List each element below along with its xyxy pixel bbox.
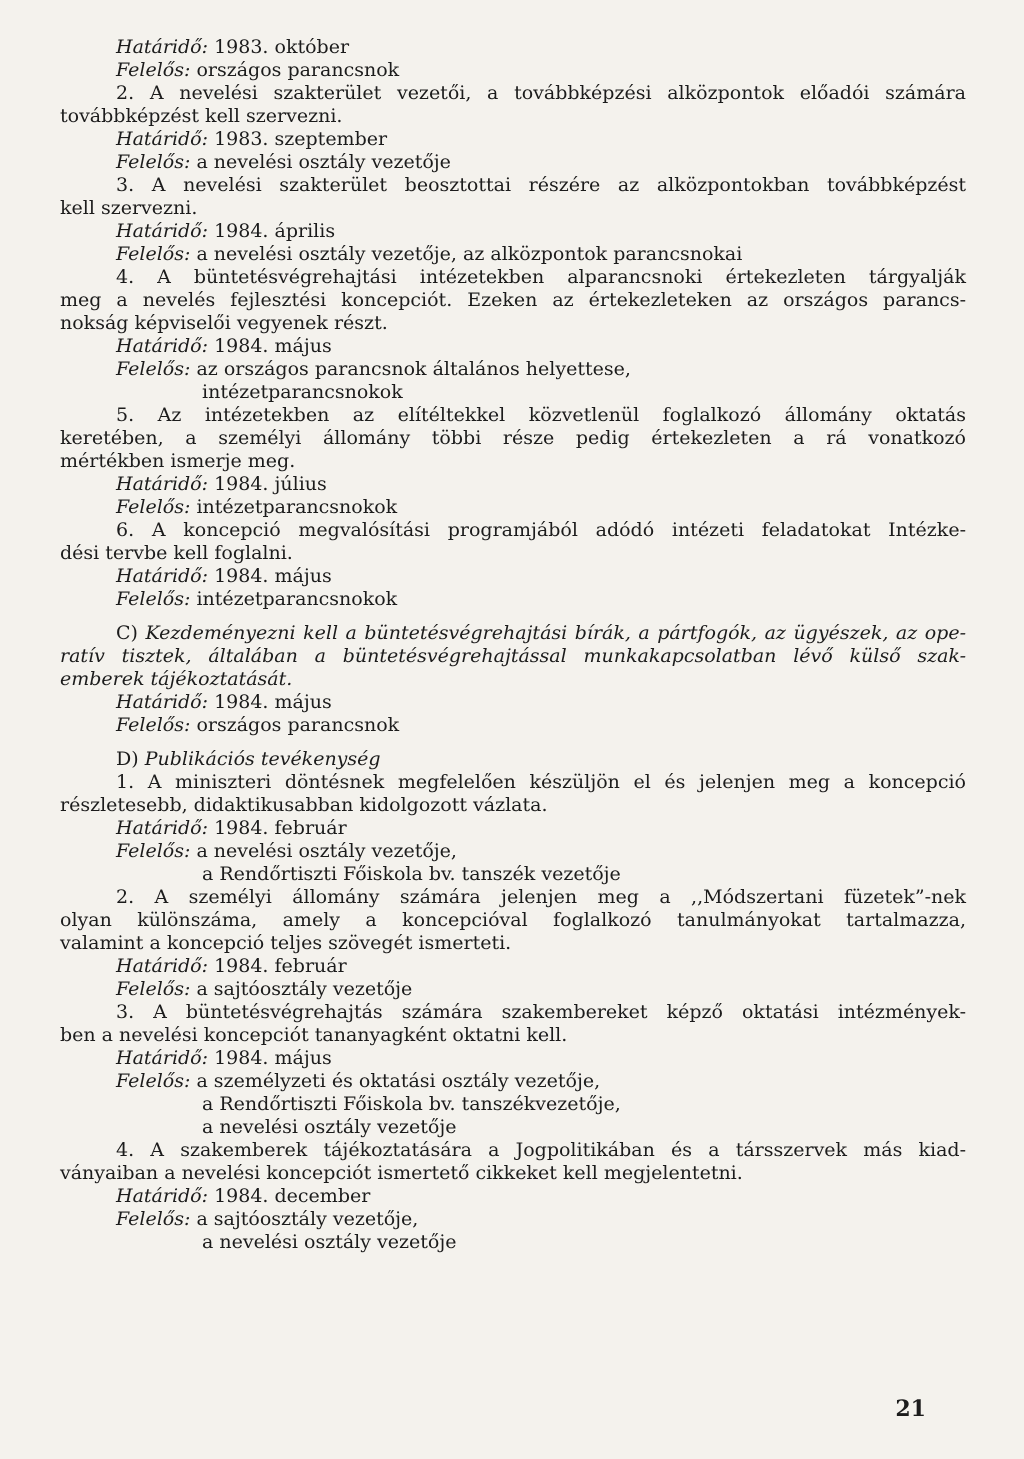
- deadline-line: [60, 1185, 966, 1208]
- responsible-line: [60, 840, 966, 863]
- deadline-line: [60, 1047, 966, 1070]
- numbered-paragraph: [60, 886, 966, 955]
- line-text: Kezdeményezni kell a büntetésvégrehajtási bírák, a pártfogók, az ügyészek, az ope-: [145, 622, 966, 644]
- numbered-paragraph: [60, 1139, 966, 1185]
- line-text: emberek tájékoztatását.: [60, 668, 293, 690]
- line-text: nokság képviselői vegyenek részt.: [60, 312, 388, 334]
- field-label: Felelős:: [116, 714, 191, 736]
- field-value: 1984. május: [214, 565, 332, 587]
- field-label: Felelős:: [116, 840, 191, 862]
- deadline-line: [60, 955, 966, 978]
- paragraph-line: [60, 404, 966, 427]
- field-label: Határidő:: [116, 817, 209, 839]
- line-text: dési tervbe kell foglalni.: [60, 542, 293, 564]
- field-label: Határidő:: [116, 955, 209, 977]
- line-text: meg a nevelés fejlesztési koncepciót. Ezeken az értekezleteken az országos parancs-: [60, 289, 966, 311]
- responsible-line: [60, 496, 966, 519]
- paragraph-line: [60, 174, 966, 197]
- field-value: a sajtóosztály vezetője: [196, 978, 413, 1000]
- field-value: a nevelési osztály vezetője,: [196, 840, 457, 862]
- field-value: országos parancsnok: [196, 59, 400, 81]
- deadline-line: [60, 220, 966, 243]
- field-value: intézetparancsnokok: [196, 496, 398, 518]
- line-text: továbbképzést kell szervezni.: [60, 105, 343, 127]
- field-label: Felelős:: [116, 496, 191, 518]
- field-value: az országos parancsnok általános helyettese,: [196, 358, 631, 380]
- paragraph-line: [60, 289, 966, 312]
- responsible-continuation: a Rendőrtiszti Főiskola bv. tanszékvezetője,: [202, 1093, 621, 1115]
- field-label: Felelős:: [116, 978, 191, 1000]
- deadline-line: [60, 473, 966, 496]
- field-value: 1983. szeptember: [214, 128, 388, 150]
- field-label: Határidő:: [116, 1185, 209, 1207]
- line-text: ratív tisztek, általában a büntetésvégrehajtással munkakapcsolatban lévő külső szak-: [60, 645, 966, 667]
- paragraph-line: [60, 1139, 966, 1162]
- deadline-line: [60, 817, 966, 840]
- paragraph-line: [60, 1001, 966, 1024]
- field-value: intézetparancsnokok: [196, 588, 398, 610]
- responsible-line: [60, 358, 966, 381]
- paragraph-line: [60, 427, 966, 450]
- paragraph-line: [60, 519, 966, 542]
- paragraph-line: [60, 450, 966, 473]
- field-label: Határidő:: [116, 36, 209, 58]
- field-value: a nevelési osztály vezetője: [196, 151, 451, 173]
- responsible-continuation: intézetparancsnokok: [202, 381, 403, 403]
- field-value: 1984. július: [214, 473, 327, 495]
- field-label: Határidő:: [116, 691, 209, 713]
- line-text: 1. A miniszteri döntésnek megfelelően készüljön el és jelenjen meg a koncepció: [116, 771, 966, 793]
- line-text: ványaiban a nevelési koncepciót ismertető cikkeket kell megjelentetni.: [60, 1162, 743, 1184]
- section-prefix: D): [116, 748, 139, 770]
- page-number: 21: [895, 1396, 926, 1422]
- line-text: 4. A szakemberek tájékoztatására a Jogpolitikában és a társszervek más kiad-: [116, 1139, 966, 1161]
- field-value: 1984. április: [214, 220, 336, 242]
- paragraph-line: [60, 197, 966, 220]
- paragraph-line: [60, 1162, 966, 1185]
- deadline-line: [60, 128, 966, 151]
- paragraph-line: [60, 668, 966, 691]
- responsible-line: [60, 59, 966, 82]
- field-label: Felelős:: [116, 59, 191, 81]
- field-label: Határidő:: [116, 220, 209, 242]
- paragraph-line: [60, 748, 966, 771]
- responsible-continuation: a nevelési osztály vezetője: [202, 1116, 457, 1138]
- responsible-line: [60, 714, 966, 737]
- line-text: valamint a koncepció teljes szövegét ismerteti.: [60, 932, 512, 954]
- section-prefix: C): [116, 622, 138, 644]
- field-value: 1983. október: [214, 36, 350, 58]
- numbered-paragraph: [60, 82, 966, 128]
- field-value: 1984. május: [214, 691, 332, 713]
- field-value: 1984. december: [214, 1185, 371, 1207]
- field-label: Felelős:: [116, 1208, 191, 1230]
- deadline-line: [60, 36, 966, 59]
- field-label: Felelős:: [116, 588, 191, 610]
- responsible-continuation: a Rendőrtiszti Főiskola bv. tanszék vezetője: [202, 863, 621, 885]
- field-label: Határidő:: [116, 473, 209, 495]
- paragraph-line: [60, 266, 966, 289]
- line-text: 4. A büntetésvégrehajtási intézetekben alparancsnoki értekezleten tárgyalják: [116, 266, 966, 288]
- field-label: Határidő:: [116, 335, 209, 357]
- field-value: 1984. május: [214, 335, 332, 357]
- responsible-line: [60, 243, 966, 266]
- field-value: a személyzeti és oktatási osztály vezetője,: [196, 1070, 601, 1092]
- line-text: 5. Az intézetekben az elítéltekkel közvetlenül foglalkozó állomány oktatás: [116, 404, 966, 426]
- line-text: 2. A személyi állomány számára jelenjen meg a ,,Módszertani füzetek”-nek: [116, 886, 966, 908]
- paragraph-line: [60, 542, 966, 565]
- field-value: országos parancsnok: [196, 714, 400, 736]
- responsible-continuation: a nevelési osztály vezetője: [202, 1231, 457, 1253]
- field-label: Felelős:: [116, 151, 191, 173]
- numbered-paragraph: [60, 404, 966, 473]
- line-text: 6. A koncepció megvalósítási programjából adódó intézeti feladatokat Intézke-: [116, 519, 966, 541]
- responsible-line: [60, 151, 966, 174]
- section-heading: [60, 622, 966, 691]
- field-label: Felelős:: [116, 358, 191, 380]
- line-text: mértékben ismerje meg.: [60, 450, 296, 472]
- numbered-paragraph: [60, 771, 966, 817]
- line-text: keretében, a személyi állomány többi része pedig értekezleten a rá vonatkozó: [60, 427, 966, 449]
- field-value: 1984. február: [214, 817, 347, 839]
- line-text: részletesebb, didaktikusabban kidolgozott vázlata.: [60, 794, 548, 816]
- paragraph-line: [60, 909, 966, 932]
- line-text: olyan különszáma, amely a koncepcióval foglalkozó tanulmányokat tartalmazza,: [60, 909, 966, 931]
- paragraph-line: [60, 932, 966, 955]
- field-label: Határidő:: [116, 128, 209, 150]
- section-heading: [60, 748, 966, 771]
- numbered-paragraph: [60, 174, 966, 220]
- line-text: ben a nevelési koncepciót tananyagként oktatni kell.: [60, 1024, 568, 1046]
- paragraph-gap: [60, 611, 966, 622]
- deadline-line: [60, 565, 966, 588]
- field-label: Felelős:: [116, 1070, 191, 1092]
- field-value: a sajtóosztály vezetője,: [196, 1208, 419, 1230]
- paragraph-line: [60, 82, 966, 105]
- paragraph-line: [60, 886, 966, 909]
- paragraph-line: [60, 771, 966, 794]
- responsible-line: [60, 588, 966, 611]
- field-label: Határidő:: [116, 1047, 209, 1069]
- paragraph-line: [60, 645, 966, 668]
- numbered-paragraph: [60, 1001, 966, 1047]
- line-text: 2. A nevelési szakterület vezetői, a továbbképzési alközpontok előadói számára: [116, 82, 966, 104]
- numbered-paragraph: [60, 519, 966, 565]
- deadline-line: [60, 335, 966, 358]
- deadline-line: [60, 691, 966, 714]
- responsible-line: [60, 1070, 966, 1093]
- line-text: 3. A büntetésvégrehajtás számára szakembereket képző oktatási intézmények-: [116, 1001, 966, 1023]
- field-label: Felelős:: [116, 243, 191, 265]
- paragraph-line: [60, 622, 966, 645]
- field-value: 1984. május: [214, 1047, 332, 1069]
- line-text: Publikációs tevékenység: [144, 748, 381, 770]
- paragraph-line: [60, 794, 966, 817]
- responsible-line: [60, 1208, 966, 1231]
- paragraph-line: [60, 105, 966, 128]
- line-text: kell szervezni.: [60, 197, 198, 219]
- paragraph-gap: [60, 737, 966, 748]
- field-label: Határidő:: [116, 565, 209, 587]
- responsible-line: [60, 978, 966, 1001]
- field-value: a nevelési osztály vezetője, az alközpontok parancsnokai: [196, 243, 743, 265]
- numbered-paragraph: [60, 266, 966, 335]
- paragraph-line: [60, 312, 966, 335]
- body-text: [60, 36, 966, 1254]
- paragraph-line: [60, 1024, 966, 1047]
- line-text: 3. A nevelési szakterület beosztottai részére az alközpontokban továbbképzést: [116, 174, 966, 196]
- field-value: 1984. február: [214, 955, 347, 977]
